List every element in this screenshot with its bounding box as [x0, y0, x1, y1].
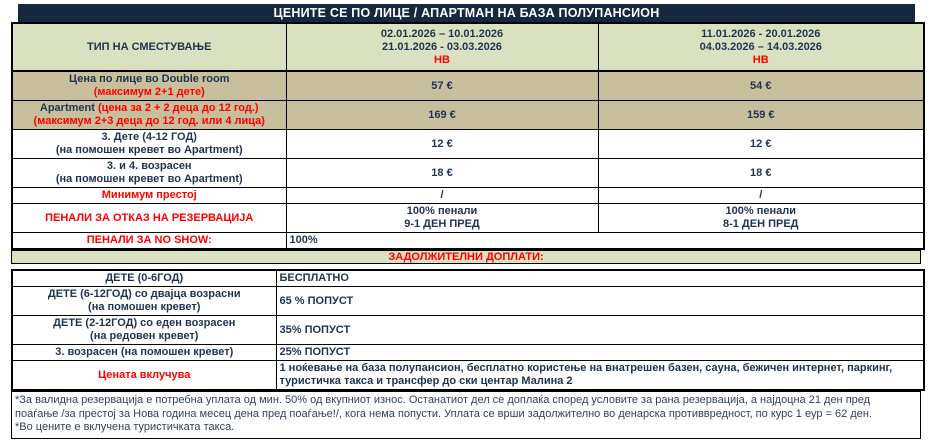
child-6-12-value: 65 % ПОПУСТ: [276, 287, 924, 316]
cancel-penalty-period-2: [598, 204, 924, 233]
footnote-tourist-tax: *Во цените е вклучена туристичката такса.: [15, 421, 235, 433]
no-show-penalty-value: 100%: [286, 233, 924, 250]
double-room-max-note: (максимум 2+1 дете): [93, 86, 205, 98]
price-includes-label: Цената вклучува: [12, 361, 276, 391]
double-room-price-period-2: 54 €: [598, 71, 924, 101]
child-6-12-label: ДЕТЕ (6-12ГОД) со двајца возрасни: [47, 288, 241, 300]
third-child-price-period-2: 12 €: [598, 130, 924, 159]
double-room-label: Цена по лице во Double room: [69, 73, 230, 85]
table-row: [12, 316, 924, 345]
period-2-dates-2: 04.03.2026 – 14.03.2026: [699, 40, 822, 53]
double-room-price-period-1: 57 €: [286, 71, 598, 101]
table-row: [12, 345, 924, 361]
apartment-label: Apartment: [39, 102, 95, 114]
child-0-6-value: БЕСПЛАТНО: [276, 270, 924, 287]
third-fourth-adult-price-period-2: 18 €: [598, 159, 924, 188]
accommodation-type-label: ТИП НА СМЕСТУВАЊЕ: [87, 40, 212, 53]
child-6-12-label-cell: [12, 287, 276, 316]
child-2-12-label: ДЕТЕ (2-12ГОД) со еден возрасен: [53, 317, 236, 329]
header-period-1: [286, 23, 598, 71]
table-row: [12, 101, 924, 130]
table-row: [12, 287, 924, 316]
table-row: [12, 23, 924, 71]
third-child-label-cell: [12, 130, 286, 159]
third-fourth-adult-label: 3. и 4. возрасен: [106, 160, 192, 172]
third-fourth-adult-label-cell: [12, 159, 286, 188]
footnote-payment-terms: *За валидна резервација е потребна уплата од мин. 50% од вкупниот износ. Останатиот дел се доплаќа според условите за рана резервација, а најдоцна 21 ден пред поаѓање /за престој за Нова година месец дена пред поаѓање!/, кога нема попусти. Уплата се врши задолжително во денарска противвредност, по курс 1 еур = 62 ден.: [15, 394, 872, 420]
header-accommodation-type: [12, 23, 286, 71]
mandatory-surcharges-band: [11, 250, 921, 264]
table-row: [12, 233, 924, 250]
min-stay-value-period-2: /: [598, 188, 924, 204]
table-row: [12, 270, 924, 287]
period-1-dates-2: 21.01.2026 - 03.03.2026: [382, 40, 502, 53]
price-table: [11, 22, 925, 250]
apartment-label-cell: [12, 101, 286, 130]
period-1-dates-1: 02.01.2026 – 10.01.2026: [380, 27, 504, 40]
cancel-penalty-period-2-line1: 100% пенали: [725, 205, 796, 217]
footnotes-box: [11, 391, 921, 439]
apartment-max-note: (максимум 2+3 деца до 12 год. или 4 лица): [33, 115, 265, 127]
min-stay-label: Минимум престој: [12, 188, 286, 204]
table-row: [12, 188, 924, 204]
cancel-penalty-period-1-line1: 100% пенали: [406, 205, 478, 217]
no-show-penalty-label: ПЕНАЛИ ЗА NO SHOW:: [12, 233, 286, 250]
period-1-board-code: НВ: [434, 53, 450, 66]
table-row: [12, 159, 924, 188]
third-child-note: (на помошен кревет во Apartment): [55, 144, 243, 156]
third-adult-value: 25% ПОПУСТ: [276, 345, 924, 361]
price-includes-value: 1 ноќевање на база полупансион, бесплатно користење на внатрешен базен, сауна, бежичен интернет, паркинг, туристичка такса и трансфер до ски центар Малина 2: [276, 361, 924, 391]
child-2-12-note: (на редовен кревет): [90, 330, 199, 342]
double-room-label-cell: [12, 71, 286, 101]
page-title: ЦЕНИТЕ СЕ ПО ЛИЦЕ / АПАРТМАН НА БАЗА ПОЛУПАНСИОН: [273, 6, 660, 20]
mandatory-surcharges-title: ЗАДОЛЖИТЕЛНИ ДОПЛАТИ:: [388, 251, 544, 263]
table-row: [12, 204, 924, 233]
third-fourth-adult-note: (на помошен кревет во Apartment): [55, 173, 243, 185]
table-title-bar: [18, 4, 915, 22]
child-2-12-label-cell: [12, 316, 276, 345]
apartment-detail: (цена за 2 + 2 деца до 12 год.): [97, 102, 259, 114]
third-child-price-period-1: 12 €: [286, 130, 598, 159]
child-6-12-note: (на помошен кревет): [88, 301, 201, 313]
table-row: [12, 71, 924, 101]
cancel-penalty-period-1: [286, 204, 598, 233]
apartment-price-period-2: 159 €: [598, 101, 924, 130]
cancel-penalty-label: ПЕНАЛИ ЗА ОТКАЗ НА РЕЗЕРВАЦИЈА: [12, 204, 286, 233]
third-fourth-adult-price-period-1: 18 €: [286, 159, 598, 188]
period-2-dates-1: 11.01.2026 - 20.01.2026: [701, 27, 821, 40]
third-child-label: 3. Дете (4-12 ГОД): [101, 131, 197, 143]
apartment-price-period-1: 169 €: [286, 101, 598, 130]
table-row: [12, 361, 924, 391]
header-period-2: [598, 23, 924, 71]
min-stay-value-period-1: /: [286, 188, 598, 204]
child-0-6-label: ДЕТЕ (0-6ГОД): [12, 270, 276, 287]
cancel-penalty-period-2-line2: 8-1 ДЕН ПРЕД: [722, 218, 799, 230]
table-row: [12, 130, 924, 159]
surcharges-table: [11, 269, 925, 391]
child-2-12-value: 35% ПОПУСТ: [276, 316, 924, 345]
period-2-board-code: НВ: [752, 53, 769, 66]
cancel-penalty-period-1-line2: 9-1 ДЕН ПРЕД: [404, 218, 480, 230]
third-adult-label: 3. возрасен (на помошен кревет): [12, 345, 276, 361]
